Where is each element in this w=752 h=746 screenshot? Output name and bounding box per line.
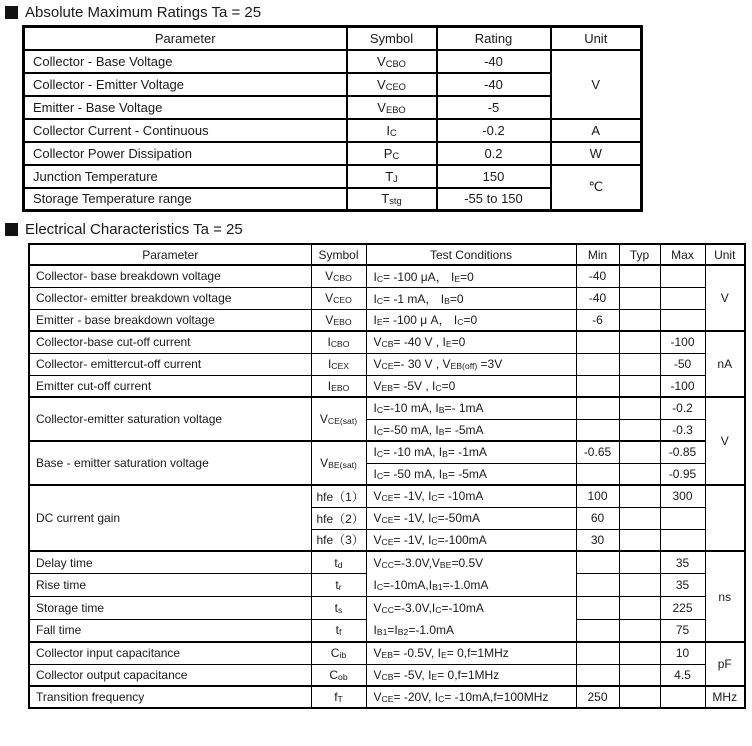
table-row (29, 287, 745, 309)
min-cell (576, 463, 619, 485)
section-title-absolute-maximum-ratings (5, 4, 752, 21)
symbol-cell: hfe（3） (311, 529, 366, 551)
typ-cell (619, 686, 660, 708)
condition-cell: $V_{CE}= -1V$, $I_C=-50mA$ (366, 507, 576, 529)
typ-cell (619, 551, 660, 574)
max-cell (660, 287, 705, 309)
symbol-cell: $V_{CBO}$ (347, 50, 437, 73)
parameter-cell: Collector-base cut-off current (29, 331, 311, 353)
rating-cell: -0.2 (437, 119, 551, 142)
symbol-cell: $t_d$ (311, 551, 366, 574)
condition-line: $V_{CC}=-3.0V,I_C=-10mA$ (373, 601, 484, 615)
condition-cell: $I_E= -100$ μ A， $I_C=0$ (366, 309, 576, 331)
typ-cell (619, 419, 660, 441)
parameter-cell: Fall time (29, 619, 311, 642)
column-header-typ: Typ (619, 244, 660, 265)
min-cell (576, 551, 619, 574)
table-row (24, 165, 642, 188)
typ-cell (619, 287, 660, 309)
condition-cell: $I_C=-50$ mA, $I_B= -5mA$ (366, 419, 576, 441)
max-cell: 4.5 (660, 664, 705, 686)
datasheet-page (0, 4, 752, 746)
typ-cell (619, 664, 660, 686)
typ-cell (619, 485, 660, 507)
condition-cell: $I_C=-10$ mA, $I_B=-$ 1mA (366, 397, 576, 419)
parameter-cell: Collector Power Dissipation (24, 142, 347, 165)
condition-cell (366, 597, 576, 643)
black-square-bullet (5, 6, 18, 19)
symbol-cell: $V_{BE(sat)}$ (311, 441, 366, 485)
typ-cell (619, 309, 660, 331)
max-cell: -0.85 (660, 441, 705, 463)
max-cell (660, 507, 705, 529)
min-cell: 250 (576, 686, 619, 708)
symbol-cell: $I_C$ (347, 119, 437, 142)
table-row (29, 664, 745, 686)
typ-cell (619, 265, 660, 287)
unit-cell: MHz (705, 686, 745, 708)
parameter-cell: Storage Temperature range (24, 188, 347, 211)
min-cell (576, 375, 619, 397)
table-row (29, 331, 745, 353)
typ-cell (619, 619, 660, 642)
max-cell (660, 686, 705, 708)
symbol-cell: $P_C$ (347, 142, 437, 165)
condition-cell: $V_{CE}= -1V$, $I_C= -10mA$ (366, 485, 576, 507)
table-row (29, 441, 745, 463)
max-cell: 35 (660, 551, 705, 574)
min-cell: 30 (576, 529, 619, 551)
symbol-cell: $C_{ob}$ (311, 664, 366, 686)
condition-cell: $I_C= -50$ mA, $I_B= -5mA$ (366, 463, 576, 485)
parameter-cell: Collector - Base Voltage (24, 50, 347, 73)
table-row (24, 188, 642, 211)
condition-line: $I_{B1}=I_{B2}=-1.0mA$ (373, 623, 454, 637)
condition-cell: $I_C= -1$ mA， $I_B=0$ (366, 287, 576, 309)
symbol-cell: hfe（1） (311, 485, 366, 507)
parameter-cell: Collector- base breakdown voltage (29, 265, 311, 287)
max-cell: 225 (660, 597, 705, 620)
rating-cell: -5 (437, 96, 551, 119)
max-cell: -0.3 (660, 419, 705, 441)
parameter-cell: Emitter cut-off current (29, 375, 311, 397)
symbol-cell: $V_{EBO}$ (311, 309, 366, 331)
max-cell: 35 (660, 574, 705, 597)
rating-cell: 0.2 (437, 142, 551, 165)
header-row (24, 27, 642, 50)
min-cell (576, 331, 619, 353)
typ-cell (619, 397, 660, 419)
symbol-cell: $V_{CEO}$ (311, 287, 366, 309)
table-row (29, 597, 745, 620)
max-cell: 10 (660, 642, 705, 664)
column-header-rating: Rating (437, 27, 551, 50)
table-row (29, 353, 745, 375)
min-cell: -40 (576, 265, 619, 287)
max-cell: 75 (660, 619, 705, 642)
min-cell (576, 597, 619, 620)
symbol-cell: $I_{CEX}$ (311, 353, 366, 375)
section-title-text: Absolute Maximum Ratings Ta = 25 (25, 4, 262, 21)
typ-cell (619, 529, 660, 551)
table-row (24, 73, 642, 96)
parameter-cell: Emitter - base breakdown voltage (29, 309, 311, 331)
table-row (24, 119, 642, 142)
max-cell: -100 (660, 331, 705, 353)
parameter-cell: Collector-emitter saturation voltage (29, 397, 311, 441)
table-row (29, 265, 745, 287)
max-cell (660, 529, 705, 551)
max-cell: -0.95 (660, 463, 705, 485)
parameter-cell: Delay time (29, 551, 311, 574)
typ-cell (619, 331, 660, 353)
column-header-symbol: Symbol (347, 27, 437, 50)
section-title-text: Electrical Characteristics Ta = 25 (25, 221, 243, 238)
max-cell (660, 265, 705, 287)
unit-cell: V (551, 50, 642, 119)
typ-cell (619, 507, 660, 529)
max-cell: -0.2 (660, 397, 705, 419)
parameter-cell: Collector - Emitter Voltage (24, 73, 347, 96)
electrical-characteristics-table (28, 243, 746, 709)
parameter-cell: Collector Current - Continuous (24, 119, 347, 142)
unit-cell: ns (705, 551, 745, 642)
section-title-electrical-characteristics (5, 221, 752, 238)
unit-cell: V (705, 265, 745, 331)
table-row (24, 142, 642, 165)
symbol-cell: $V_{EBO}$ (347, 96, 437, 119)
parameter-cell: Collector output capacitance (29, 664, 311, 686)
symbol-cell: $t_r$ (311, 574, 366, 597)
typ-cell (619, 441, 660, 463)
unit-cell: ℃ (551, 165, 642, 211)
black-square-bullet (5, 223, 18, 236)
header-row (29, 244, 745, 265)
parameter-cell: Collector- emitter breakdown voltage (29, 287, 311, 309)
parameter-cell: Base - emitter saturation voltage (29, 441, 311, 485)
typ-cell (619, 375, 660, 397)
typ-cell (619, 597, 660, 620)
column-header-min: Min (576, 244, 619, 265)
parameter-cell: DC current gain (29, 485, 311, 551)
table-row (29, 642, 745, 664)
table-row (24, 50, 642, 73)
unit-cell: nA (705, 331, 745, 397)
parameter-cell: Emitter - Base Voltage (24, 96, 347, 119)
table-row (29, 485, 745, 507)
parameter-cell: Collector input capacitance (29, 642, 311, 664)
condition-cell: $I_C= -10$ mA, $I_B= -1mA$ (366, 441, 576, 463)
unit-cell: pF (705, 642, 745, 686)
column-header-symbol: Symbol (311, 244, 366, 265)
symbol-cell: $T_{stg}$ (347, 188, 437, 211)
symbol-cell: $C_{ib}$ (311, 642, 366, 664)
min-cell: -0.65 (576, 441, 619, 463)
condition-cell (366, 551, 576, 597)
typ-cell (619, 353, 660, 375)
condition-cell: $V_{CB}= -40$ V , $I_E=0$ (366, 331, 576, 353)
parameter-cell: Transition frequency (29, 686, 311, 708)
symbol-cell: $I_{CBO}$ (311, 331, 366, 353)
min-cell (576, 419, 619, 441)
parameter-cell: Junction Temperature (24, 165, 347, 188)
table-row (29, 686, 745, 708)
rating-cell: 150 (437, 165, 551, 188)
table-row (29, 309, 745, 331)
condition-cell: $I_C= -100$ μA， $I_E=0$ (366, 265, 576, 287)
absolute-maximum-ratings-table (22, 25, 643, 212)
min-cell (576, 619, 619, 642)
condition-cell: $V_{CE}= -20V$, $I_C= -10mA,f=100MHz$ (366, 686, 576, 708)
min-cell: -6 (576, 309, 619, 331)
rating-cell: -40 (437, 73, 551, 96)
min-cell: 60 (576, 507, 619, 529)
symbol-cell: $V_{CEO}$ (347, 73, 437, 96)
min-cell (576, 397, 619, 419)
unit-cell: V (705, 397, 745, 485)
condition-line: $I_C=-10mA,I_{B1}=-1.0mA$ (373, 578, 489, 592)
min-cell (576, 574, 619, 597)
max-cell: 300 (660, 485, 705, 507)
rating-cell: -55 to 150 (437, 188, 551, 211)
min-cell (576, 353, 619, 375)
unit-cell (705, 485, 745, 551)
rating-cell: -40 (437, 50, 551, 73)
symbol-cell: $V_{CBO}$ (311, 265, 366, 287)
min-cell: -40 (576, 287, 619, 309)
unit-cell: W (551, 142, 642, 165)
typ-cell (619, 642, 660, 664)
condition-cell: $V_{EB}= -0.5V$, $I_E= 0,f=1MHz$ (366, 642, 576, 664)
typ-cell (619, 463, 660, 485)
symbol-cell: $T_J$ (347, 165, 437, 188)
max-cell (660, 309, 705, 331)
column-header-test-conditions: Test Conditions (366, 244, 576, 265)
max-cell: -50 (660, 353, 705, 375)
column-header-parameter: Parameter (29, 244, 311, 265)
parameter-cell: Collector- emittercut-off current (29, 353, 311, 375)
min-cell: 100 (576, 485, 619, 507)
column-header-unit: Unit (705, 244, 745, 265)
symbol-cell: hfe（2） (311, 507, 366, 529)
condition-cell: $V_{CE}= -1V$, $I_C=-100mA$ (366, 529, 576, 551)
typ-cell (619, 574, 660, 597)
table-row (24, 96, 642, 119)
unit-cell: A (551, 119, 642, 142)
column-header-unit: Unit (551, 27, 642, 50)
condition-cell: $V_{CE}=-$ 30 V , $V_{EB(off)} =3V$ (366, 353, 576, 375)
table-row (29, 397, 745, 419)
min-cell (576, 642, 619, 664)
symbol-cell: $V_{CE(sat)}$ (311, 397, 366, 441)
symbol-cell: $t_s$ (311, 597, 366, 620)
condition-cell: $V_{CB}= -5V$, $I_E= 0,f=1MHz$ (366, 664, 576, 686)
column-header-parameter: Parameter (24, 27, 347, 50)
condition-cell: $V_{EB}= -5V$ , $I_C=0$ (366, 375, 576, 397)
symbol-cell: $I_{EBO}$ (311, 375, 366, 397)
table-row (29, 551, 745, 574)
parameter-cell: Storage time (29, 597, 311, 620)
max-cell: -100 (660, 375, 705, 397)
table-row (29, 375, 745, 397)
parameter-cell: Rise time (29, 574, 311, 597)
symbol-cell: $t_f$ (311, 619, 366, 642)
min-cell (576, 664, 619, 686)
column-header-max: Max (660, 244, 705, 265)
symbol-cell: $f_T$ (311, 686, 366, 708)
condition-line: $V_{CC}=-3.0V,V_{BE}=0.5V$ (373, 556, 484, 570)
